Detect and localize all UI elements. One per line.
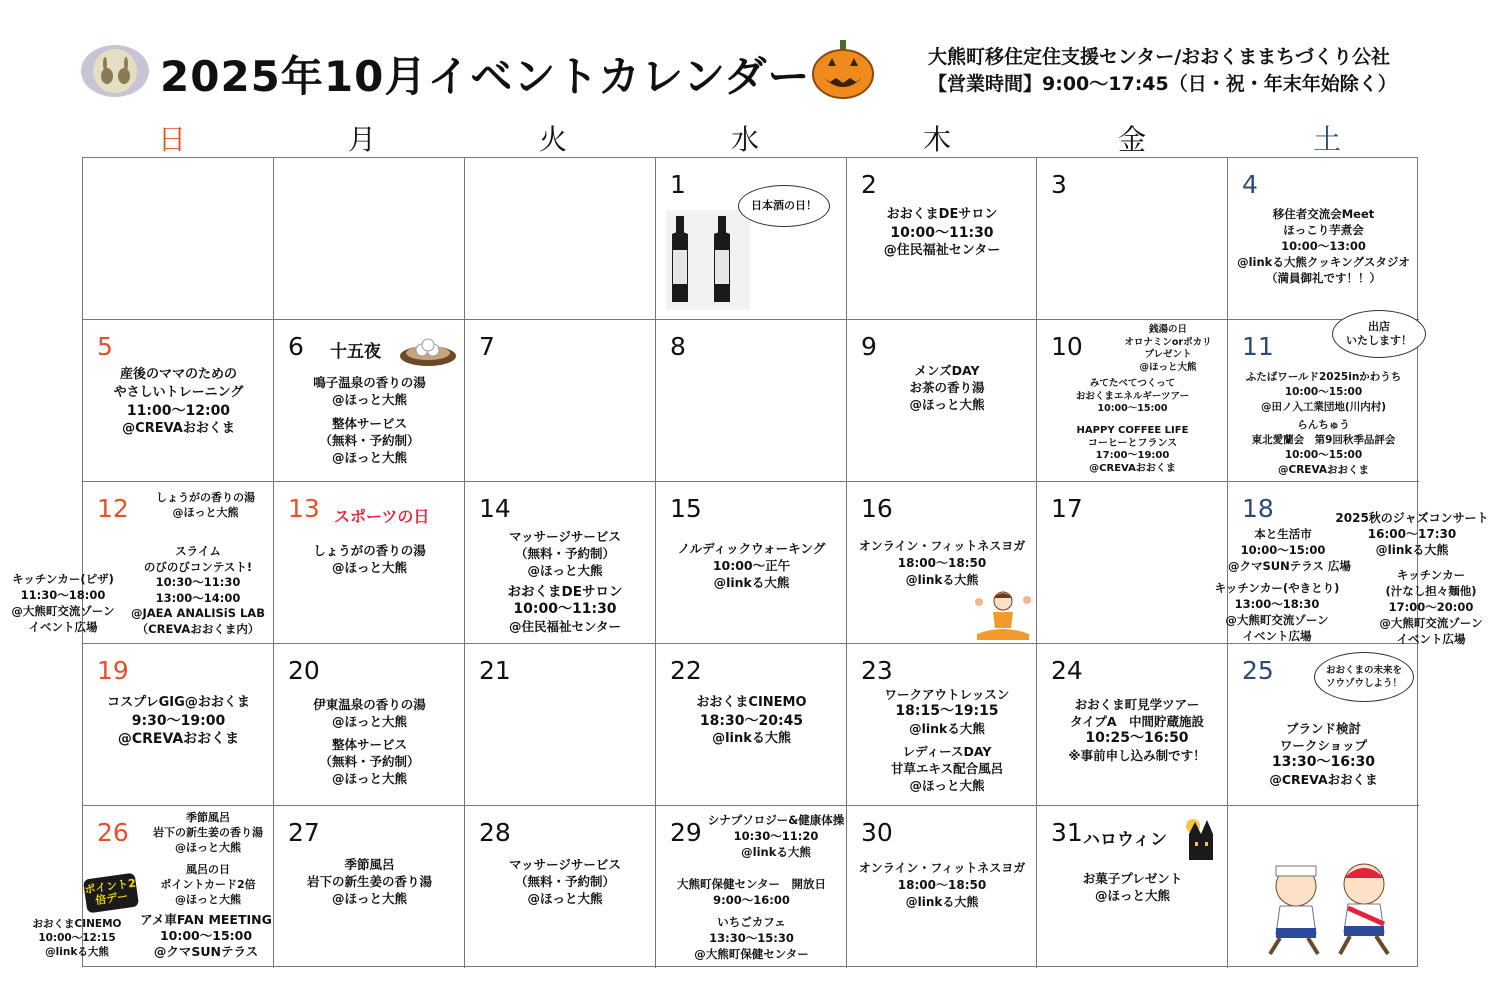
event-title: やさしいトレーニング xyxy=(113,385,244,400)
event-subtitle: ほっこり芋煮会 xyxy=(1283,223,1364,237)
event-subtitle: プレゼント xyxy=(1144,349,1192,360)
weekday-mon: 月 xyxy=(347,123,376,156)
event-title: らんちゅう xyxy=(1297,419,1350,431)
day-cell-25 xyxy=(1228,644,1419,806)
event-note: （無料・予約制） xyxy=(319,433,420,448)
event-subtitle: コーヒーとフランス xyxy=(1087,437,1178,449)
yoga-girl-icon xyxy=(971,588,1035,642)
event-title: ノルディックウォーキング xyxy=(677,541,826,556)
day-number: 23 xyxy=(861,656,893,685)
event-note: ※事前申し込み制です！ xyxy=(1068,748,1206,763)
event-title: しょうがの香りの湯 xyxy=(156,491,255,504)
halloween-label: ハロウィン xyxy=(1083,830,1167,850)
event-title: マッサージサービス xyxy=(509,529,621,544)
event-time: 13:00～14:00 xyxy=(155,590,241,605)
day-number: 26 xyxy=(97,818,129,847)
event-time: 10:00～15:00 xyxy=(1240,543,1326,557)
event-title: おおくま町見学ツアー xyxy=(1074,697,1200,712)
event-place: @CREVAおおくま xyxy=(1089,462,1176,474)
event-place: @CREVAおおくま xyxy=(122,421,235,436)
event-place: @linkる大熊クッキングスタジオ xyxy=(1237,255,1410,269)
weekday-fri: 金 xyxy=(1117,123,1146,156)
event-massage xyxy=(465,528,665,635)
event-place: @大熊町交流ゾーン xyxy=(1225,613,1329,627)
weekday-thu: 木 xyxy=(922,123,951,156)
event-place: @住民福祉センター xyxy=(883,243,1001,258)
day-cell-3 xyxy=(1037,158,1228,320)
event-time: 10:25～16:50 xyxy=(1085,730,1189,746)
day-number: 9 xyxy=(861,332,877,361)
day-number: 13 xyxy=(288,494,320,523)
shop-bubble xyxy=(1332,310,1426,358)
event-place: @linkる大熊 xyxy=(905,895,979,909)
event-bath-day xyxy=(143,862,273,907)
future-bubble xyxy=(1314,652,1414,702)
event-place: イベント広場 xyxy=(1396,632,1466,646)
empty-cell xyxy=(274,158,465,320)
event-place: @ほっと大熊 xyxy=(527,563,603,578)
event-subtitle: タイプA 中間貯蔵施設 xyxy=(1069,714,1205,729)
page-title: 2025年10月イベントカレンダー xyxy=(160,52,811,101)
event-note: （満員御礼です！！） xyxy=(1266,271,1381,285)
event-time: 18:15～19:15 xyxy=(895,703,999,719)
event-time: 9:30～19:00 xyxy=(131,713,226,729)
event-seasonal-bath xyxy=(143,810,273,855)
event-time: 9:00～16:00 xyxy=(713,893,790,907)
event-time: 10:00～15:00 xyxy=(1097,403,1168,414)
event-place: @linkる大熊 xyxy=(905,573,979,587)
event-title: HAPPY COFFEE LIFE xyxy=(1076,425,1189,436)
day-cell-30 xyxy=(847,806,1037,968)
day-cell-16 xyxy=(847,482,1037,644)
day-number: 22 xyxy=(670,656,702,685)
day-number: 31 xyxy=(1051,818,1083,847)
day-number: 28 xyxy=(479,818,511,847)
event-place: @linkる大熊 xyxy=(1375,543,1449,557)
day-cell-7 xyxy=(465,320,656,482)
event-title: しょうがの香りの湯 xyxy=(313,543,426,558)
day-cell-14 xyxy=(465,482,656,644)
event-time: 18:30～20:45 xyxy=(699,713,804,729)
bubble-line: いたします！ xyxy=(1346,334,1412,347)
event-time: 18:00～18:50 xyxy=(897,556,987,570)
event-title: おおくまDEサロン xyxy=(507,584,623,600)
event-place: @大熊町交流ゾーン xyxy=(1379,616,1483,630)
event-title: おおくまエネルギーツアー xyxy=(1075,390,1190,402)
event-title: オンライン・フィットネスヨガ xyxy=(858,861,1026,875)
day-cell-27 xyxy=(274,806,465,968)
event-training xyxy=(83,366,274,438)
sake-day-bubble: 日本酒の日！ xyxy=(738,185,830,227)
day-number: 4 xyxy=(1242,170,1258,199)
day-number: 7 xyxy=(479,332,495,361)
day-number: 11 xyxy=(1242,332,1274,361)
day-number: 2 xyxy=(861,170,877,199)
day-cell-15 xyxy=(656,482,847,644)
event-place: @CREVAおおくま xyxy=(117,731,240,747)
event-time: 18:00～18:50 xyxy=(897,878,987,892)
day-number: 12 xyxy=(97,494,129,523)
event-time: 11:00～12:00 xyxy=(126,403,231,419)
event-place: @大熊町保健センター xyxy=(694,947,809,961)
day-cell-11 xyxy=(1228,320,1419,482)
event-title: キッチンカー xyxy=(1396,568,1466,582)
event-title: スライム xyxy=(175,544,221,558)
day-cell-21 xyxy=(465,644,656,806)
event-subtitle: 甘草エキス配合風呂 xyxy=(890,761,1004,776)
event-time: 10:00～15:00 xyxy=(159,928,253,943)
event-place: @ほっと大熊 xyxy=(331,714,407,729)
event-cinemo-morning xyxy=(24,917,130,959)
event-title: のびのびコンテスト! xyxy=(143,559,253,574)
event-futaba-world xyxy=(1228,370,1419,478)
event-place: @ほっと大熊 xyxy=(1139,361,1197,373)
event-title: ふたばワールド2025inかわうち xyxy=(1245,371,1402,383)
sports-day-label: スポーツの日 xyxy=(334,507,430,526)
day-cell-4 xyxy=(1228,158,1419,320)
event-workout xyxy=(847,686,1047,794)
day-number: 5 xyxy=(97,332,113,361)
day-cell-19 xyxy=(83,644,274,806)
event-place: @ほっと大熊 xyxy=(331,450,407,465)
event-massage xyxy=(465,856,665,907)
sake-bottle-icon xyxy=(666,210,750,310)
event-time: 17:00～20:00 xyxy=(1388,600,1474,614)
event-strawberry-cafe xyxy=(656,914,847,962)
day-cell-22 xyxy=(656,644,847,806)
event-salon xyxy=(847,206,1037,260)
event-time: 10:00～15:00 xyxy=(1284,386,1363,398)
day-cell-10 xyxy=(1037,320,1228,482)
event-title: みてたべてつくって xyxy=(1089,378,1176,389)
event-time: 10:00～13:00 xyxy=(1281,239,1366,253)
empty-cell xyxy=(83,158,274,320)
event-place: イベント広場 xyxy=(1242,629,1312,643)
event-title: オンライン・フィットネスヨガ xyxy=(858,539,1026,553)
weekday-tue: 火 xyxy=(538,123,567,156)
event-subtitle: ポイントカード2倍 xyxy=(160,878,256,891)
event-note: （無料・予約制） xyxy=(319,754,420,769)
day-cell-9 xyxy=(847,320,1037,482)
day-number: 20 xyxy=(288,656,320,685)
day-cell-13 xyxy=(274,482,465,644)
day-number: 8 xyxy=(670,332,686,361)
event-sento-day xyxy=(1103,324,1233,374)
event-time: 17:00～19:00 xyxy=(1095,450,1170,461)
event-subtitle: お茶の香り湯 xyxy=(909,380,985,395)
event-title: 移住者交流会Meet xyxy=(1272,207,1375,221)
day-number: 10 xyxy=(1051,332,1083,361)
moon-rabbit-logo xyxy=(78,42,152,100)
day-cell-2 xyxy=(847,158,1037,320)
event-place: @linkる大熊 xyxy=(741,845,811,859)
day-number: 30 xyxy=(861,818,893,847)
event-nordic-walking xyxy=(656,540,847,591)
jack-o-lantern-icon xyxy=(810,38,876,100)
event-title: シナプソロジー&健康体操 xyxy=(707,813,845,827)
event-place: @ほっと大熊 xyxy=(1094,888,1170,903)
event-title: 整体サービス xyxy=(331,416,407,431)
weekday-sun: 日 xyxy=(157,123,186,156)
event-title: 季節風呂 xyxy=(186,811,230,824)
weekday-sat: 土 xyxy=(1312,123,1341,156)
event-ginger-bath xyxy=(274,542,465,576)
event-place: @JAEA ANALISiS LAB xyxy=(131,606,265,620)
event-title: マッサージサービス xyxy=(509,857,621,872)
event-title: 風呂の日 xyxy=(186,863,230,876)
event-subtitle: 岩下の新生姜の香り湯 xyxy=(306,874,432,889)
event-coffee xyxy=(1037,425,1228,475)
event-time: 10:00～正午 xyxy=(712,558,791,573)
event-title: 本と生活市 xyxy=(1254,527,1312,541)
event-time: 10:30～11:30 xyxy=(155,575,241,589)
event-american-car xyxy=(131,912,281,960)
event-place: （CREVAおおくま内） xyxy=(136,621,260,636)
day-cell-23 xyxy=(847,644,1037,806)
event-subtitle: 岩下の新生姜の香り湯 xyxy=(153,826,263,839)
event-title: 伊東温泉の香りの湯 xyxy=(313,697,426,712)
event-title: アメ車FAN MEETING xyxy=(140,912,272,927)
day-cell-5 xyxy=(83,320,274,482)
event-title: おおくまCINEMO xyxy=(696,695,807,710)
event-cosplay-gig xyxy=(83,694,274,748)
dango-icon xyxy=(398,338,458,368)
event-title: おおくまDEサロン xyxy=(886,207,998,222)
event-title: ワークショップ xyxy=(1279,738,1368,753)
weekday-wed: 水 xyxy=(730,123,759,156)
event-place: @CREVAおおくま xyxy=(1269,772,1378,787)
event-time: 10:00～11:30 xyxy=(513,601,617,617)
event-place: @ほっと大熊 xyxy=(331,560,407,575)
event-place: @クマSUNテラス xyxy=(153,944,259,959)
calendar-grid xyxy=(82,157,1418,967)
event-book-market xyxy=(1228,526,1351,574)
running-kids-icon xyxy=(1256,862,1406,958)
day-number: 14 xyxy=(479,494,511,523)
day-number: 29 xyxy=(670,818,702,847)
day-number: 19 xyxy=(97,656,129,685)
event-jazz-concert xyxy=(1326,510,1498,558)
event-place: @ほっと大熊 xyxy=(909,397,985,412)
event-time: 16:00～17:30 xyxy=(1367,527,1457,541)
event-title: 整体サービス xyxy=(331,737,407,752)
event-title: 大熊町保健センター 開放日 xyxy=(676,877,827,891)
day-number: 16 xyxy=(861,494,893,523)
event-kitchen-car-yakitori xyxy=(1214,580,1340,644)
event-title: いちごカフェ xyxy=(717,915,786,929)
bubble-line: おおくまの未来を xyxy=(1325,665,1402,676)
day-cell-20 xyxy=(274,644,465,806)
event-title: ブランド検討 xyxy=(1285,721,1361,736)
day-number: 25 xyxy=(1242,656,1274,685)
day-cell-17 xyxy=(1037,482,1228,644)
event-kitchen-car-pizza xyxy=(4,571,122,635)
day-number: 21 xyxy=(479,656,511,685)
event-meet xyxy=(1228,206,1419,286)
event-health-center xyxy=(656,876,847,908)
event-place: @クマSUNテラス 広場 xyxy=(1228,559,1351,573)
event-title: 鳴子温泉の香りの湯 xyxy=(313,375,426,390)
day-number: 6 xyxy=(288,332,304,361)
day-number: 24 xyxy=(1051,656,1083,685)
event-place: @ほっと大熊 xyxy=(175,893,241,906)
event-online-yoga xyxy=(847,860,1037,911)
event-cinemo xyxy=(656,694,847,748)
office-info xyxy=(928,44,1397,98)
empty-cell xyxy=(1228,806,1419,968)
event-place: @CREVAおおくま xyxy=(1277,464,1369,476)
day-number: 17 xyxy=(1051,494,1083,523)
event-ginger-bath xyxy=(143,490,268,520)
office-name: 大熊町移住定住支援センター/おおくままちづくり公社 xyxy=(928,46,1390,68)
event-slime-contest xyxy=(123,544,273,637)
day-cell-28 xyxy=(465,806,656,968)
event-time: 13:30～16:30 xyxy=(1271,754,1376,770)
event-title: 季節風呂 xyxy=(344,857,395,872)
day-cell-24 xyxy=(1037,644,1228,806)
event-candy-gift xyxy=(1037,870,1228,904)
event-place: @ほっと大熊 xyxy=(331,392,407,407)
event-brand-workshop xyxy=(1228,720,1419,788)
day-cell-31 xyxy=(1037,806,1228,968)
event-energy-tour xyxy=(1037,378,1228,416)
event-place: @住民福祉センター xyxy=(508,619,621,634)
event-ito-bath xyxy=(274,696,465,787)
event-place: @ほっと大熊 xyxy=(527,891,603,906)
day-cell-8 xyxy=(656,320,847,482)
event-place: @linkる大熊 xyxy=(45,946,109,958)
event-place: @田ノ入工業団地(川内村) xyxy=(1260,401,1387,413)
event-note: （無料・予約制） xyxy=(514,874,615,889)
event-time: 10:00～15:00 xyxy=(1284,449,1363,461)
point-double-badge: ポイント2倍デー xyxy=(83,873,139,914)
event-title: 2025秋のジャズコンサート xyxy=(1335,511,1489,525)
event-place: @ほっと大熊 xyxy=(909,778,985,793)
event-place: @ほっと大熊 xyxy=(331,891,407,906)
event-title: ワークアウトレッスン xyxy=(884,687,1010,702)
event-time: 10:00～12:15 xyxy=(38,932,116,944)
event-bath xyxy=(274,374,465,466)
event-subtitle: (汁なし担々麺他) xyxy=(1385,584,1477,598)
day-number: 27 xyxy=(288,818,320,847)
event-title: 産後のママのための xyxy=(119,367,237,382)
event-town-tour xyxy=(1037,696,1237,764)
bubble-line: ソウゾウしよう！ xyxy=(1325,678,1402,689)
day-number: 15 xyxy=(670,494,702,523)
event-place: イベント広場 xyxy=(28,620,98,634)
day-number: 1 xyxy=(670,170,686,199)
event-title: メンズDAY xyxy=(914,363,980,378)
event-time: 13:00～18:30 xyxy=(1234,597,1320,611)
event-title: コスプレGIG@おおくま xyxy=(107,695,250,710)
event-mens-day xyxy=(847,362,1047,413)
event-place: @大熊町交流ゾーン xyxy=(11,604,115,618)
day-cell-1 xyxy=(656,158,847,320)
event-time: 11:30～18:00 xyxy=(20,588,106,602)
day-number: 3 xyxy=(1051,170,1067,199)
day-cell-6 xyxy=(274,320,465,482)
day-number: 18 xyxy=(1242,494,1274,523)
event-synapsology xyxy=(696,812,856,860)
office-hours: 【営業時間】9:00～17:45（日・祝・年末年始除く） xyxy=(928,73,1397,95)
event-title: お菓子プレゼント xyxy=(1082,871,1183,886)
event-title: 銭湯の日 xyxy=(1148,324,1187,335)
witch-castle-icon xyxy=(1181,816,1221,860)
event-seasonal-bath xyxy=(274,856,465,907)
event-title: キッチンカー(ピザ) xyxy=(12,572,114,586)
event-title: 東北愛蘭会 第9回秋季品評会 xyxy=(1251,434,1396,446)
empty-cell xyxy=(465,158,656,320)
event-kitchen-car-tantan xyxy=(1362,567,1500,647)
event-time: 10:00～11:30 xyxy=(890,225,994,241)
event-note: （無料・予約制） xyxy=(514,546,615,561)
jugoya-label: 十五夜 xyxy=(330,342,381,362)
event-title: キッチンカー(やきとり) xyxy=(1214,581,1340,595)
event-place: @ほっと大熊 xyxy=(175,841,241,854)
event-title: レディースDAY xyxy=(902,744,992,759)
bubble-line: 出店 xyxy=(1368,320,1390,333)
event-place: @linkる大熊 xyxy=(712,731,791,746)
event-online-yoga xyxy=(847,538,1037,589)
event-subtitle: オロナミンorポカリ xyxy=(1124,336,1212,348)
event-title: おおくまCINEMO xyxy=(32,918,122,930)
event-place: @ほっと大熊 xyxy=(331,771,407,786)
event-place: @linkる大熊 xyxy=(713,575,790,590)
event-place: @linkる大熊 xyxy=(909,721,985,736)
day-cell-29 xyxy=(656,806,847,968)
event-place: @ほっと大熊 xyxy=(172,506,239,519)
event-time: 13:30～15:30 xyxy=(709,931,794,945)
event-time: 10:30～11:20 xyxy=(733,829,819,843)
